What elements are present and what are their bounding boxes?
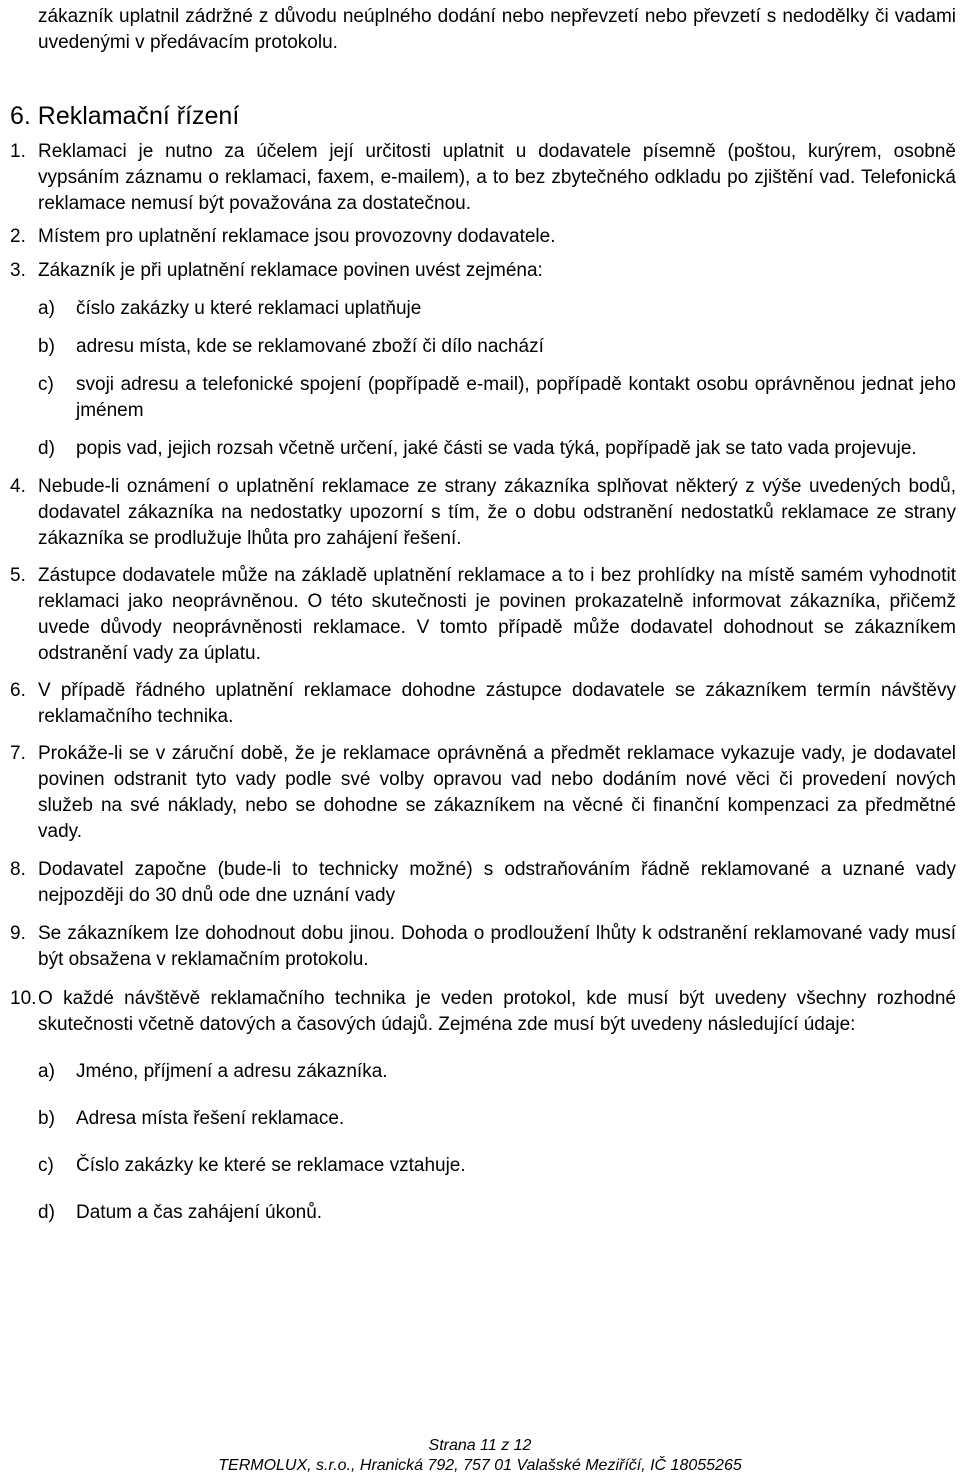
sub-item-text: Adresa místa řešení reklamace. xyxy=(76,1108,345,1129)
list-item xyxy=(10,741,956,845)
sub-item-label: b) xyxy=(38,1108,55,1129)
list-item xyxy=(10,921,956,973)
list-item xyxy=(10,258,956,284)
list-item xyxy=(10,224,956,250)
sub-item-text: Datum a čas zahájení úkonů. xyxy=(76,1202,323,1223)
document-body xyxy=(10,4,956,1226)
item-text: Prokáže-li se v záruční době, že je reklamace oprávněná a předmět reklamace vykazuje vady, je dodavatel povinen odstranit tyto vady podle své volby opravou vad nebo dodáním nové věci či provedení nových služeb na své náklady, nebo se dohodne se zákazníkem na věcné či finanční kompenzaci za předmětné vady. xyxy=(38,743,956,842)
footer-page-number: Strana 11 z 12 xyxy=(428,1437,532,1454)
item-number: 5. xyxy=(10,565,26,586)
sub-item xyxy=(38,296,956,322)
item-text: Zástupce dodavatele může na základě uplatnění reklamace a to i bez prohlídky na místě samém vyhodnotit reklamaci jako neoprávněnou. O této skutečnosti je povinen prokazatelně informovat zákazníka, přičemž uvede důvody neoprávněnosti reklamace. V tomto případě může dodavatel dohodnout se zákazníkem odstranění vady za úplatu. xyxy=(38,565,956,664)
sub-item-text: číslo zakázky u které reklamaci uplatňuje xyxy=(76,298,422,319)
item-text: Nebude-li oznámení o uplatnění reklamace ze strany zákazníka splňovat některý z výše uvedených bodů, dodavatel zákazníka na nedostatky upozorní s tím, že o dobu odstranění nedostatků reklamace ze strany zákazníka se prodlužuje lhůta pro zahájení řešení. xyxy=(38,476,956,549)
sub-item xyxy=(38,1200,956,1226)
item-number: 1. xyxy=(10,141,26,162)
list-item xyxy=(10,857,956,909)
item-number: 9. xyxy=(10,923,26,944)
list-item xyxy=(10,139,956,217)
item-text: O každé návštěvě reklamačního technika je veden protokol, kde musí být uvedeny všechny rozhodné skutečnosti včetně datových a časových údajů. Zejména zde musí být uvedeny následující údaje: xyxy=(38,988,956,1035)
item-number: 8. xyxy=(10,859,26,880)
item-text: V případě řádného uplatnění reklamace dohodne zástupce dodavatele se zákazníkem termín návštěvy reklamačního technika. xyxy=(38,680,956,727)
sub-item-text: adresu místa, kde se reklamované zboží či dílo nachází xyxy=(76,336,544,357)
sub-item-label: d) xyxy=(38,1202,55,1223)
sub-item-text: Jméno, příjmení a adresu zákazníka. xyxy=(76,1061,388,1082)
item-text: Reklamaci je nutno za účelem její určitosti uplatnit u dodavatele písemně (poštou, kurýrem, osobně vypsáním záznamu o reklamaci, faxem, e-mailem), a to bez zbytečného odkladu po zjištění vad. Telefonická reklamace nemusí být považována za dostatečnou. xyxy=(38,141,956,214)
item-text: Zákazník je při uplatnění reklamace povinen uvést zejména: xyxy=(38,260,543,281)
sub-item-text: svoji adresu a telefonické spojení (popřípadě e-mail), popřípadě kontakt osobu oprávněnou jednat jeho jménem xyxy=(76,374,956,421)
item-number: 3. xyxy=(10,260,26,281)
sub-item-label: a) xyxy=(38,1061,55,1082)
footer-company-info: TERMOLUX, s.r.o., Hranická 792, 757 01 Valašské Meziříčí, IČ 18055265 xyxy=(218,1457,742,1474)
sub-item-text: popis vad, jejich rozsah včetně určení, jaké části se vada týká, popřípadě jak se tato vada projevuje. xyxy=(76,438,917,459)
list-item xyxy=(10,563,956,667)
sub-item-label: d) xyxy=(38,438,55,459)
sub-item xyxy=(38,1106,956,1132)
list-item xyxy=(10,474,956,552)
sub-item-label: c) xyxy=(38,374,54,395)
sub-item-label: c) xyxy=(38,1155,54,1176)
list-item xyxy=(10,986,956,1038)
section-heading: 6. Reklamační řízení xyxy=(10,102,240,130)
item-text: Místem pro uplatnění reklamace jsou provozovny dodavatele. xyxy=(38,226,556,247)
sub-item-text: Číslo zakázky ke které se reklamace vztahuje. xyxy=(76,1155,466,1176)
sub-item xyxy=(38,1153,956,1179)
sub-item xyxy=(38,372,956,424)
sub-item-label: a) xyxy=(38,298,55,319)
item-text: Se zákazníkem lze dohodnout dobu jinou. Dohoda o prodloužení lhůty k odstranění reklamované vady musí být obsažena v reklamačním protokolu. xyxy=(38,923,956,970)
item-text: Dodavatel započne (bude-li to technicky možné) s odstraňováním řádně reklamované a uznané vady nejpozději do 30 dnů ode dne uznání vady xyxy=(38,859,956,906)
list-item xyxy=(10,678,956,730)
item-number: 7. xyxy=(10,743,26,764)
sub-item xyxy=(38,334,956,360)
intro-paragraph: zákazník uplatnil zádržné z důvodu neúplného dodání nebo nepřevzetí nebo převzetí s nedodělky či vadami uvedenými v předávacím protokolu. xyxy=(38,6,956,53)
sub-item xyxy=(38,436,956,462)
item-number: 2. xyxy=(10,226,26,247)
item-number: 6. xyxy=(10,680,26,701)
item-number: 10. xyxy=(10,988,37,1009)
sub-item xyxy=(38,1059,956,1085)
sub-item-label: b) xyxy=(38,336,55,357)
item-number: 4. xyxy=(10,476,26,497)
